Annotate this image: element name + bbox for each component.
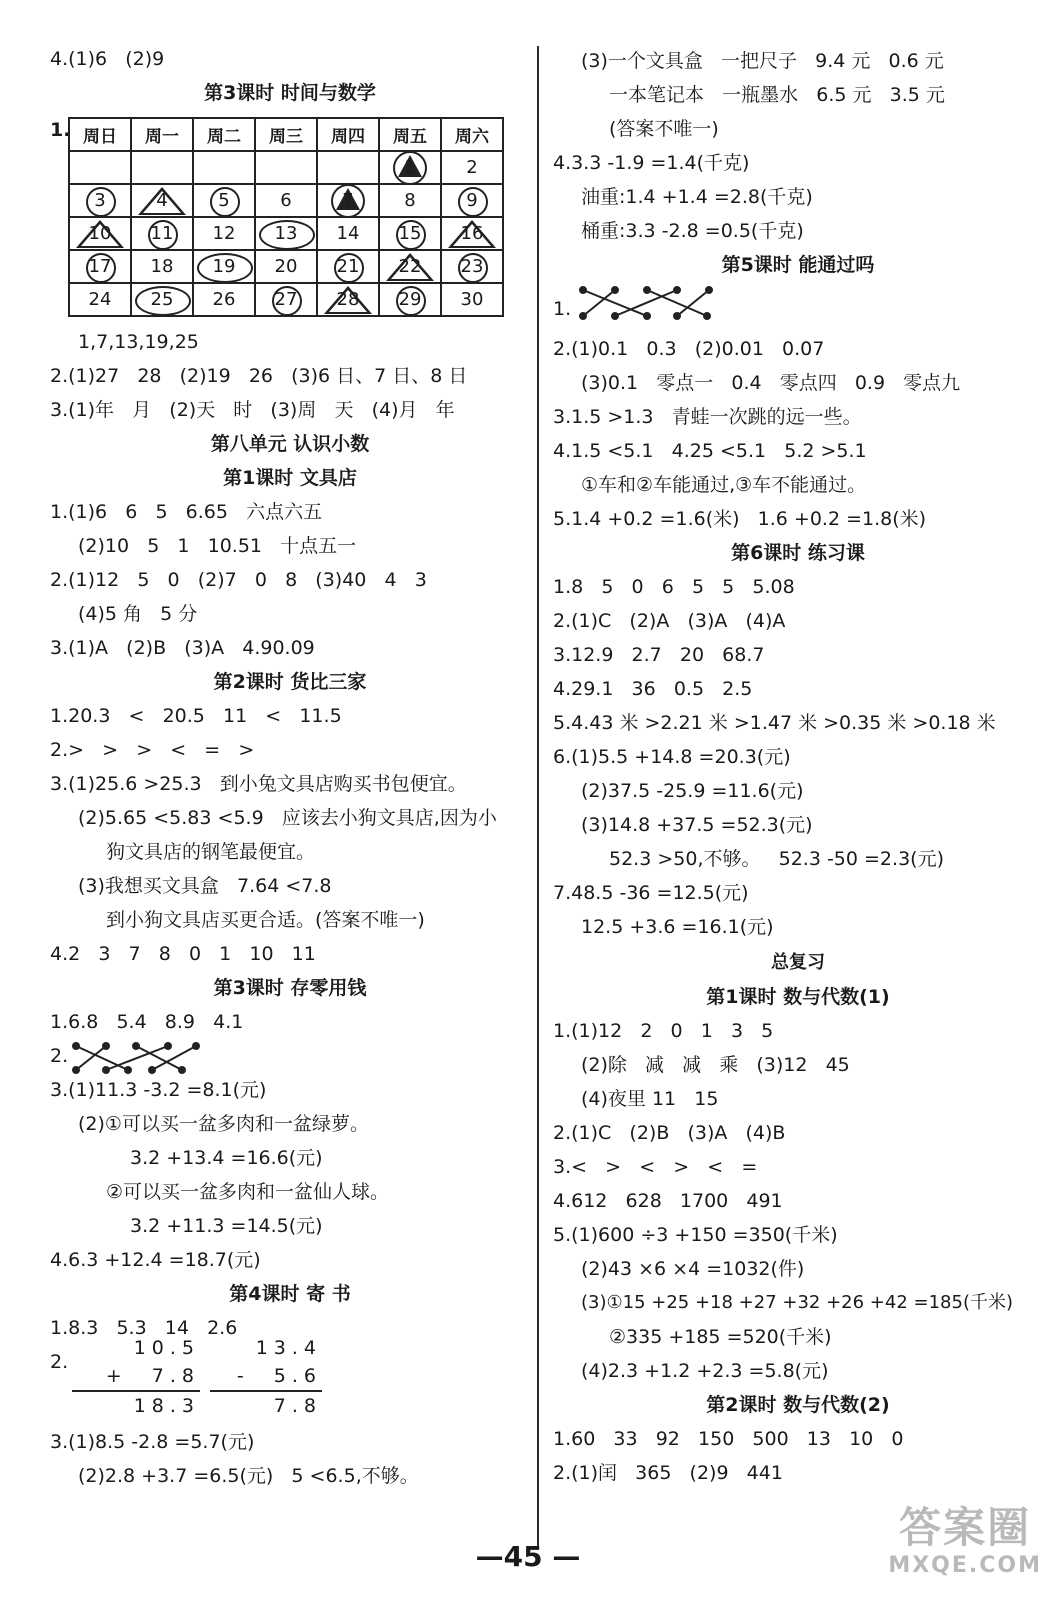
answer-line: (4)5 角 5 分 <box>78 603 198 625</box>
answer-line: (3)①15 +25 +18 +27 +32 +26 +42 =185(千米) <box>581 1292 1013 1313</box>
answer-line: 1.60 33 92 150 500 13 10 0 <box>553 1428 904 1450</box>
weekday-header: 周三 <box>255 118 317 151</box>
answer-line: 2. <box>50 1045 69 1067</box>
answer-line: 2.> > > < = > <box>50 739 255 761</box>
calendar-week-row <box>69 250 503 283</box>
calendar-day-circled: 3 <box>69 184 131 217</box>
answer-line: (2)10 5 1 10.51 十点五一 <box>78 535 357 557</box>
weekday-header: 周日 <box>69 118 131 151</box>
answer-line: 2.(1)C (2)B (3)A (4)B <box>553 1122 786 1144</box>
sum: 18.3 <box>72 1390 200 1420</box>
calendar-day <box>255 151 317 184</box>
calendar-day <box>131 151 193 184</box>
answer-line: 4.6.3 +12.4 =18.7(元) <box>50 1249 261 1271</box>
answer-line: 1.(1)12 2 0 1 3 5 <box>553 1020 774 1042</box>
calendar-day-ellipsed: 13 <box>255 217 317 250</box>
calendar-day-ellipsed: 25 <box>131 283 193 316</box>
answer-line: 3.2 +11.3 =14.5(元) <box>130 1215 323 1237</box>
watermark-url: MXQE.COM <box>888 1553 1042 1578</box>
subtrahend: - 5.6 <box>236 1365 322 1387</box>
calendar-week-row <box>69 151 503 184</box>
section-title: 第1课时 文具店 <box>223 467 357 489</box>
calendar-day: 20 <box>255 250 317 283</box>
vertical-subtraction <box>210 1334 322 1420</box>
page-number: —45 — <box>475 1540 581 1573</box>
answer-line: 3.(1)25.6 >25.3 到小兔文具店购买书包便宜。 <box>50 773 467 795</box>
calendar-day: 2 <box>441 151 503 184</box>
answer-line: (2)2.8 +3.7 =6.5(元) 5 <6.5,不够。 <box>78 1465 419 1487</box>
section-title: 第2课时 货比三家 <box>213 671 367 693</box>
answer-line: 2.(1)27 28 (2)19 26 (3)6 日、7 日、8 日 <box>50 365 468 387</box>
calendar-day: 26 <box>193 283 255 316</box>
answer-line: 6.(1)5.5 +14.8 =20.3(元) <box>553 746 791 768</box>
answer-line: 3.12.9 2.7 20 68.7 <box>553 644 765 666</box>
answer-line: (4)2.3 +1.2 +2.3 =5.8(元) <box>581 1360 829 1382</box>
minuend: 13.4 <box>255 1337 322 1359</box>
calendar-day-circled: 5 <box>193 184 255 217</box>
calendar-day-circled: 27 <box>255 283 317 316</box>
answer-line: (答案不唯一) <box>609 118 719 140</box>
answer-line: 5.4.43 米 >2.21 米 >1.47 米 >0.35 米 >0.18 米 <box>553 712 996 734</box>
answer-line: 到小狗文具店买更合适。(答案不唯一) <box>106 909 425 931</box>
answer-line: 1,7,13,19,25 <box>78 331 199 353</box>
answer-line: 1.(1)6 6 5 6.65 六点六五 <box>50 501 323 523</box>
calendar-day-triangled: 28 <box>317 283 379 316</box>
addend: + 7.8 <box>105 1365 200 1387</box>
answer-line: 4.1.5 <5.1 4.25 <5.1 5.2 >5.1 <box>553 440 867 462</box>
weekday-header: 周一 <box>131 118 193 151</box>
answer-line: (2)除 减 减 乘 (3)12 45 <box>581 1054 850 1076</box>
answer-line: 4.(1)6 (2)9 <box>50 48 165 70</box>
answer-line: 1. <box>553 298 572 320</box>
calendar-table <box>68 117 504 317</box>
answer-line: 1.8.3 5.3 14 2.6 <box>50 1317 238 1339</box>
answer-line: 3.(1)8.5 -2.8 =5.7(元) <box>50 1431 255 1453</box>
section-title: 第3课时 存零用钱 <box>213 977 367 999</box>
answer-line: (3)14.8 +37.5 =52.3(元) <box>581 814 813 836</box>
watermark-text: 答案圈 <box>899 1503 1032 1552</box>
answer-line: 7.48.5 -36 =12.5(元) <box>553 882 749 904</box>
chapter-title: 总复习 <box>771 952 825 973</box>
answer-line: 4.29.1 36 0.5 2.5 <box>553 678 753 700</box>
answer-line: ②335 +185 =520(千米) <box>609 1326 832 1348</box>
calendar-day-circle-triangle: 7 <box>317 184 379 217</box>
answer-line: 桶重:3.3 -2.8 =0.5(千克) <box>581 220 804 242</box>
difference: 7.8 <box>210 1390 322 1420</box>
answer-line: 1.8 5 0 6 5 5 5.08 <box>553 576 795 598</box>
calendar-day-triangled: 22 <box>379 250 441 283</box>
answer-line: 狗文具店的钢笔最便宜。 <box>106 841 316 863</box>
calendar-day: 18 <box>131 250 193 283</box>
calendar-day-circled: 9 <box>441 184 503 217</box>
calendar-day-circled: 29 <box>379 283 441 316</box>
calendar-day: 24 <box>69 283 131 316</box>
answer-line: (2)37.5 -25.9 =11.6(元) <box>581 780 804 802</box>
weekday-header: 周四 <box>317 118 379 151</box>
calendar-header-row <box>69 118 503 151</box>
answer-line: (3)一个文具盒 一把尺子 9.4 元 0.6 元 <box>581 50 944 72</box>
weekday-header: 周二 <box>193 118 255 151</box>
calendar-week-row <box>69 217 503 250</box>
answer-line: (2)5.65 <5.83 <5.9 应该去小狗文具店,因为小 <box>78 807 497 829</box>
answer-line: 2.(1)闰 365 (2)9 441 <box>553 1462 783 1484</box>
matching-lines-diagram <box>72 1040 202 1076</box>
answer-line: 3.(1)A (2)B (3)A 4.90.09 <box>50 637 315 659</box>
answer-line: 4.3.3 -1.9 =1.4(千克) <box>553 152 750 174</box>
answer-line: 4.2 3 7 8 0 1 10 11 <box>50 943 316 965</box>
calendar-day-circle-triangle: 1 <box>379 151 441 184</box>
calendar-week-row <box>69 283 503 316</box>
calendar-day: 14 <box>317 217 379 250</box>
calendar-day-circled: 21 <box>317 250 379 283</box>
calendar-day-circled: 15 <box>379 217 441 250</box>
answer-line: 3.2 +13.4 =16.6(元) <box>130 1147 323 1169</box>
answer-line: ②可以买一盆多肉和一盆仙人球。 <box>106 1181 390 1203</box>
calendar-day-ellipsed: 19 <box>193 250 255 283</box>
calendar-day-circled: 23 <box>441 250 503 283</box>
answer-line: 5.1.4 +0.2 =1.6(米) 1.6 +0.2 =1.8(米) <box>553 508 927 530</box>
section-title: 第5课时 能通过吗 <box>721 254 875 276</box>
answer-line: 2.(1)12 5 0 (2)7 0 8 (3)40 4 3 <box>50 569 427 591</box>
section-title: 第2课时 数与代数(2) <box>706 1394 890 1416</box>
answer-line: 3.(1)11.3 -3.2 =8.1(元) <box>50 1079 267 1101</box>
matching-lines-diagram <box>577 282 717 324</box>
vertical-addition <box>72 1334 200 1420</box>
section-title: 第3课时 时间与数学 <box>204 82 376 104</box>
answer-line: 4.612 628 1700 491 <box>553 1190 783 1212</box>
answer-line: 1.6.8 5.4 8.9 4.1 <box>50 1011 244 1033</box>
calendar-day <box>317 151 379 184</box>
section-title: 第4课时 寄 书 <box>229 1283 351 1305</box>
answer-line: 3.< > < > < = <box>553 1156 758 1178</box>
answer-line: (2)43 ×6 ×4 =1032(件) <box>581 1258 805 1280</box>
answer-line: 12.5 +3.6 =16.1(元) <box>581 916 774 938</box>
unit-title: 第八单元 认识小数 <box>210 433 370 455</box>
calendar-week-row <box>69 184 503 217</box>
addend: 10.5 <box>133 1337 200 1359</box>
calendar-day: 12 <box>193 217 255 250</box>
answer-line: 5.(1)600 ÷3 +150 =350(千米) <box>553 1224 838 1246</box>
section-title: 第6课时 练习课 <box>731 542 865 564</box>
answer-line: 油重:1.4 +1.4 =2.8(千克) <box>581 186 813 208</box>
calendar-day-triangled: 16 <box>441 217 503 250</box>
answer-line: 一本笔记本 一瓶墨水 6.5 元 3.5 元 <box>609 84 945 106</box>
answer-line: 2.(1)0.1 0.3 (2)0.01 0.07 <box>553 338 825 360</box>
answer-line: (2)①可以买一盆多肉和一盆绿萝。 <box>78 1113 369 1135</box>
answer-line: 3.1.5 >1.3 青蛙一次跳的远一些。 <box>553 406 862 428</box>
question-number: 1. <box>50 119 71 141</box>
answer-line: 3.(1)年 月 (2)天 时 (3)周 天 (4)月 年 <box>50 399 455 421</box>
calendar-day <box>69 151 131 184</box>
answer-line: 1.20.3 < 20.5 11 < 11.5 <box>50 705 342 727</box>
calendar-day: 6 <box>255 184 317 217</box>
calendar-day-triangled: 4 <box>131 184 193 217</box>
answer-line: 52.3 >50,不够。 52.3 -50 =2.3(元) <box>609 848 944 870</box>
column-divider <box>537 46 539 1546</box>
calendar-day <box>193 151 255 184</box>
watermark-logo <box>888 1503 1042 1579</box>
answer-line: (4)夜里 11 15 <box>581 1088 719 1110</box>
calendar-day-circled: 17 <box>69 250 131 283</box>
calendar-day-triangled: 10 <box>69 217 131 250</box>
section-title: 第1课时 数与代数(1) <box>706 986 890 1008</box>
answer-line: 2. <box>50 1351 69 1373</box>
calendar-day: 8 <box>379 184 441 217</box>
calendar-day: 30 <box>441 283 503 316</box>
calendar-day-circled: 11 <box>131 217 193 250</box>
answer-line: ①车和②车能通过,③车不能通过。 <box>581 474 867 496</box>
weekday-header: 周五 <box>379 118 441 151</box>
answer-line: (3)我想买文具盒 7.64 <7.8 <box>78 875 332 897</box>
answer-line: (3)0.1 零点一 0.4 零点四 0.9 零点九 <box>581 372 961 394</box>
weekday-header: 周六 <box>441 118 503 151</box>
answer-line: 2.(1)C (2)A (3)A (4)A <box>553 610 786 632</box>
